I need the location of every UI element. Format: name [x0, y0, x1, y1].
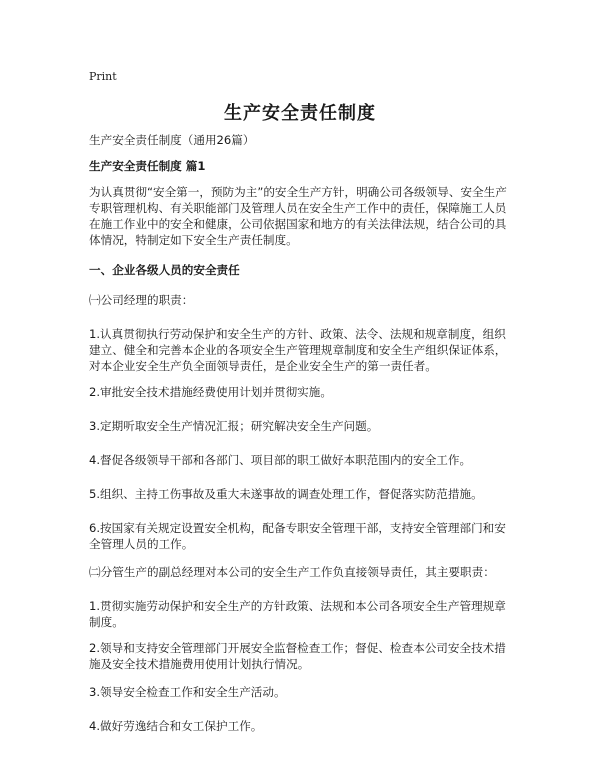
- list-item: 4.做好劳逸结合和女工保护工作。: [89, 719, 263, 733]
- list-item: 4.督促各级领导干部和各部门、项目部的职工做好本职范围内的安全工作。: [89, 453, 472, 467]
- list-item: 5.组织、主持工伤事故及重大未遂事故的调查处理工作，督促落实防范措施。: [89, 487, 483, 501]
- list-item: 3.领导安全检查工作和安全生产活动。: [89, 685, 286, 699]
- deputy-duties-heading: ㈡分管生产的副总经理对本公司的安全生产工作负直接领导责任，其主要职责：: [89, 565, 495, 579]
- list-item: 3.定期听取安全生产情况汇报；研究解决安全生产问题。: [89, 419, 379, 433]
- manager-duties-heading: ㈠公司经理的职责：: [89, 293, 194, 307]
- section-heading: 生产安全责任制度 篇1: [89, 159, 206, 173]
- list-item: 2.领导和支持安全管理部门开展安全监督检查工作；督促、检查本公司安全技术措施及安全技术措施费用使用计划执行情况。: [89, 641, 506, 671]
- list-item: 6.按国家有关规定设置安全机构，配备专职安全管理干部，支持安全管理部门和安全管理人员的工作。: [89, 521, 506, 551]
- print-label: Print: [89, 70, 117, 83]
- list-item: 2.审批安全技术措施经费使用计划并贯彻实施。: [89, 385, 332, 399]
- document-subtitle: 生产安全责任制度（通用26篇）: [89, 133, 255, 147]
- page-title: 生产安全责任制度: [224, 103, 376, 124]
- intro-paragraph: 为认真贯彻“安全第一，预防为主”的安全生产方针，明确公司各级领导、安全生产专职管理机构、有关职能部门及管理人员在安全生产工作中的责任，保障施工人员在施工作业中的安全和健康，公司依据国家和地方的有关法律法规，结合公司的具体情况，特制定如下安全生产责任制度。: [89, 185, 507, 247]
- part-heading: 一、企业各级人员的安全责任: [89, 263, 240, 277]
- list-item: 1.认真贯彻执行劳动保护和安全生产的方针、政策、法令、法规和规章制度，组织建立、健全和完善本企业的各项安全生产管理规章制度和安全生产组织保证体系，对本企业安全生产负全面领导责任，是企业安全生产的第一责任者。: [89, 327, 507, 373]
- document-body: [89, 132, 517, 734]
- list-item: 1.贯彻实施劳动保护和安全生产的方针政策、法规和本公司各项安全生产管理规章制度。: [89, 599, 506, 629]
